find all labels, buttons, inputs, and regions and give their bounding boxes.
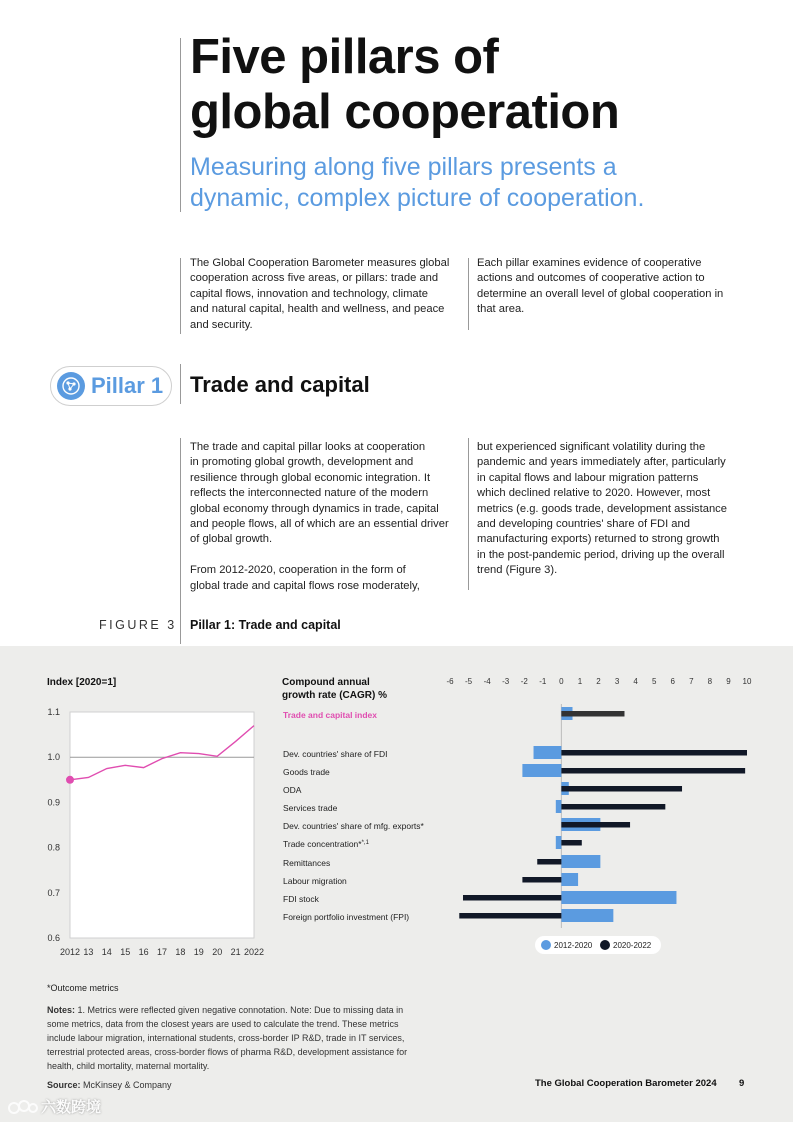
page-title	[190, 30, 619, 140]
pillar-right-line: but experienced significant volatility during the	[477, 441, 706, 453]
x-tick-label: 15	[120, 947, 131, 957]
bar-chart-title-line: growth rate (CAGR) %	[282, 690, 387, 701]
bar-2012-2020	[556, 836, 562, 849]
category-label: Labour migration	[283, 876, 347, 886]
intro-rule-right	[468, 258, 469, 330]
source-text: McKinsey & Company	[80, 1080, 172, 1090]
x-tick-label: -6	[446, 677, 454, 686]
category-label: Trade and capital index	[283, 710, 378, 720]
bar-2012-2020	[561, 855, 600, 868]
bar-2020-2022	[522, 877, 561, 883]
page-title-line-1: Five pillars of	[190, 30, 499, 84]
pillar-right-line: which declined relative to 2020. However, most	[477, 487, 711, 500]
bar-chart	[270, 670, 770, 960]
pillar-title: Trade and capital	[190, 372, 370, 397]
notes-text: include labour migration, international students, cross-border IP R&D, trade in IT services,	[47, 1033, 405, 1043]
x-tick-label: 2	[596, 677, 601, 686]
bar-2020-2022	[561, 822, 630, 828]
x-tick-label: 19	[193, 947, 204, 957]
pillar-text-right	[477, 440, 747, 579]
legend-swatch-2020-2022	[600, 940, 610, 950]
category-label: Dev. countries' share of mfg. exports*	[283, 821, 424, 831]
pillar-left-line: in promoting global growth, development and	[190, 456, 414, 469]
x-tick-label: 2012	[59, 947, 81, 957]
bar-2020-2022	[463, 895, 561, 901]
intro-right-line: determine an overall level of global cooperation in	[477, 287, 724, 300]
legend-swatch-2012-2020	[541, 940, 551, 950]
bar-chart-title-line: Compound annual	[282, 677, 370, 688]
watermark-logo-icon	[8, 1098, 38, 1116]
pillar-left-line: global trade and capital flows rose moderately,	[190, 579, 420, 592]
x-tick-label: 21	[230, 947, 241, 957]
intro-right-line: actions and outcomes of cooperative action to	[477, 272, 705, 285]
subtitle-line-2: dynamic, complex picture of cooperation.	[190, 184, 645, 212]
pillar-left-line: reflects the interconnected nature of the modern	[190, 487, 429, 500]
category-label: Foreign portfolio investment (FPI)	[283, 912, 410, 922]
pillar-badge-label: Pillar 1	[91, 373, 164, 398]
bar-2020-2022	[561, 711, 624, 717]
bar-2020-2022	[561, 786, 682, 792]
start-point	[66, 776, 74, 784]
pillar-rule	[180, 364, 181, 404]
pillar-left-line: and people flows, all of which are an essential driver	[190, 518, 449, 531]
bar-2020-2022	[561, 840, 581, 846]
category-label: Goods trade	[283, 767, 330, 777]
pillar-right-line: in the post-pandemic period, driving up the overall	[477, 548, 725, 561]
y-tick-label: 0.9	[47, 797, 60, 808]
title-rule	[180, 38, 181, 212]
page-subtitle	[190, 152, 644, 214]
category-label: Services trade	[283, 803, 338, 813]
category-label: Trade concentration*$^{*,1}$	[283, 839, 369, 849]
notes-text: health, child mortality, maternal mortality.	[47, 1061, 210, 1071]
category-label: Remittances	[283, 858, 331, 868]
bar-2012-2020	[522, 764, 561, 777]
bar-2020-2022	[459, 913, 561, 919]
x-tick-label: 2022	[243, 947, 265, 957]
x-tick-label: 5	[651, 677, 657, 686]
notes-text: 1. Metrics were reflected given negative connotation. Note: Due to missing data in	[75, 1005, 404, 1015]
legend-label: 2012-2020	[554, 941, 593, 950]
intro-left-line: and security.	[190, 318, 253, 331]
pillar-right-line: metrics (e.g. goods trade, development assistance	[477, 502, 727, 515]
category-label: FDI stock	[283, 894, 319, 904]
notes-label: Notes:	[47, 1005, 76, 1015]
bar-2012-2020	[561, 909, 613, 922]
y-tick-label: 0.8	[47, 842, 60, 853]
x-tick-label: -2	[520, 677, 528, 686]
x-tick-label: 20	[212, 947, 223, 957]
pillar-right-line: manufacturing exports) returned to strong growth	[477, 533, 720, 546]
bar-2012-2020	[561, 873, 578, 886]
source	[47, 1078, 172, 1092]
y-tick-label: 1.0	[47, 752, 60, 763]
notes	[47, 1003, 467, 1073]
x-tick-label: 9	[726, 677, 731, 686]
figure-label: FIGURE 3	[99, 618, 177, 632]
x-tick-label: 7	[689, 677, 694, 686]
intro-left-line: cooperation across five areas, or pillars: trade and	[190, 272, 439, 285]
x-tick-label: 6	[670, 677, 675, 686]
x-tick-label: 0	[559, 677, 564, 686]
x-tick-label: -1	[539, 677, 547, 686]
x-tick-label: -5	[465, 677, 473, 686]
pillar-text-rule-left	[180, 438, 181, 644]
intro-left-line: and natural capital, health and wellness, and peace	[190, 303, 445, 316]
intro-left	[190, 256, 465, 333]
subtitle-line-1: Measuring along five pillars presents a	[190, 153, 617, 181]
page-title-line-2: global cooperation	[190, 85, 620, 139]
x-tick-label: 4	[633, 677, 638, 686]
x-tick-label: 1	[577, 677, 583, 686]
notes-text: some metrics, data from the closest years are used to calculate the trend. These metrics	[47, 1019, 399, 1029]
pillar-right-line: trend (Figure 3).	[477, 564, 558, 577]
x-tick-label: 14	[101, 947, 112, 957]
legend-label: 2020-2022	[613, 941, 652, 950]
bar-2020-2022	[561, 804, 665, 810]
bar-2020-2022	[537, 859, 561, 865]
pillar-text-left	[190, 440, 465, 594]
figure-title: Pillar 1: Trade and capital	[190, 618, 341, 632]
bar-2012-2020	[534, 746, 562, 759]
y-tick-label: 0.7	[47, 887, 60, 898]
x-tick-label: 13	[83, 947, 94, 957]
pillar-left-line: The trade and capital pillar looks at cooperation	[190, 441, 426, 453]
pillar-text-rule-right	[468, 438, 469, 590]
globe-network-icon	[57, 372, 85, 400]
paragraph-gap	[190, 548, 465, 563]
bar-2012-2020	[561, 891, 676, 904]
footer-publication: The Global Cooperation Barometer 2024	[535, 1078, 717, 1089]
line-chart-ylabel: Index [2020=1]	[47, 677, 117, 688]
category-label: Dev. countries' share of FDI	[283, 749, 388, 759]
intro-left-line: The Global Cooperation Barometer measures global	[190, 257, 450, 269]
pillar-right-line: and developing countries' share of FDI and	[477, 518, 690, 531]
watermark	[8, 1096, 101, 1117]
y-tick-label: 0.6	[47, 933, 60, 943]
category-superscript: *,1	[361, 840, 369, 846]
intro-left-line: capital flows, innovation and technology, climate	[190, 287, 428, 300]
x-tick-label: 3	[614, 677, 620, 686]
x-tick-label: 10	[742, 677, 752, 686]
line-chart	[30, 700, 270, 965]
pillar-left-line: From 2012-2020, cooperation in the form of	[190, 564, 406, 577]
category-label: ODA	[283, 785, 302, 795]
page-number: 9	[739, 1078, 745, 1089]
bar-2020-2022	[561, 768, 745, 774]
x-tick-label: 17	[156, 947, 168, 957]
y-tick-label: 1.1	[47, 707, 60, 717]
source-label: Source:	[47, 1080, 81, 1090]
intro-right-line: that area.	[477, 303, 525, 316]
intro-rule-left	[180, 258, 181, 334]
intro-right	[477, 256, 747, 318]
notes-text: terrestrial protected areas, cross-border flows of pharma R&D, development assistance for	[47, 1047, 408, 1057]
x-tick-label: -3	[502, 677, 510, 686]
pillar-right-line: in capital flows and labour migration patterns	[477, 471, 699, 484]
intro-right-line: Each pillar examines evidence of cooperative	[477, 257, 702, 269]
x-tick-label: 8	[707, 677, 713, 686]
pillar-left-line: resilience through global economic integration. It	[190, 471, 431, 484]
plot-area	[70, 712, 254, 938]
pillar-left-line: of global growth.	[190, 533, 273, 546]
x-tick-label: 18	[175, 947, 186, 957]
watermark-text: 六数跨境	[41, 1099, 102, 1116]
outcome-footnote: *Outcome metrics	[47, 983, 119, 993]
notes-line-1	[47, 1003, 467, 1017]
x-tick-label: 16	[138, 947, 149, 957]
pillar-left-line: global economy through dynamics in trade, capital	[190, 502, 439, 515]
x-tick-label: -4	[483, 677, 491, 686]
pillar-badge	[50, 366, 172, 406]
bar-2020-2022	[561, 750, 747, 756]
pillar-right-line: pandemic and years immediately after, particularly	[477, 456, 726, 469]
bar-2012-2020	[556, 800, 562, 813]
